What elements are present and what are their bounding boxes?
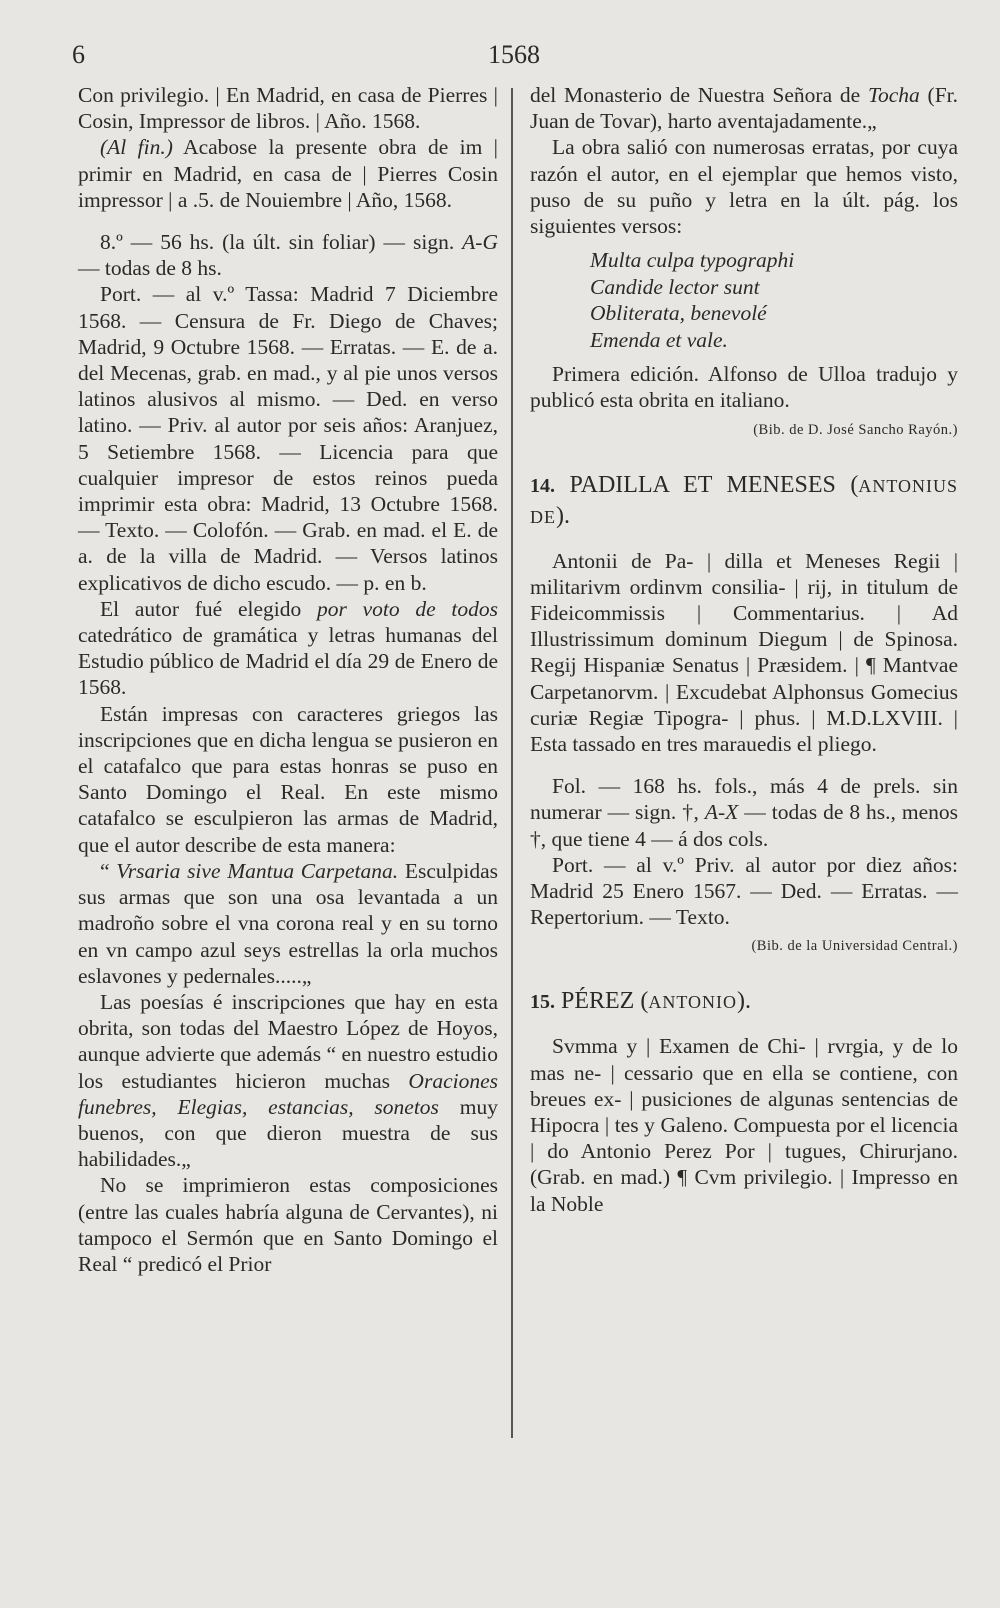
entry-number: 15. [530,991,555,1014]
entry-name: PADILLA ET MENESES ( [569,471,859,498]
collation-paragraph [78,229,498,281]
latin-verse [590,247,958,353]
right-column [530,82,958,1217]
imprint-paragraph: Con privilegio. | En Madrid, en casa de Pierres | Cosin, Impressor de libros. | Año. 1568. [78,83,498,134]
entry-close: ). [737,988,751,1015]
title-transcription: Svmma y | Examen de Chi- | rvrgia, y de lo mas ne- | cessario que en ella se contiene, con breues ex- | pusiciones de algunas sentencias de Hipocra | tes y Galeno. Compuesta por el licencia | do Antonio Perez Por | tugues, Chirurjano. (Grab. en mad.) ¶ Cvm privilegio. | Impresso en la Noble [530,1034,958,1216]
contents-paragraph: Port. — al v.º Tassa: Madrid 7 Diciembre 1568. — Censura de Fr. Diego de Chaves; Madrid, 9 Octubre 1568. — Erratas. — E. de a. del Mecenas, grab. en mad., y al pie unos versos latinos alusivos al mismo. — Ded. en verso latino. — Priv. al autor por seis años: Aranjuez, 5 Setiembre 1568. — Licencia para que cualquier impresor de estos reinos pueda imprimir esta obra: Madrid, 13 Octubre 1568. — Texto. — Colofón. — Grab. en mad. el E. de a. de la villa de Madrid. — Versos latinos explicativos de dicho escudo. — p. en b. [78,282,498,595]
quote-open: “ [100,858,117,883]
title-transcription: Antonii de Pa- | dilla et Meneses Regii | militarivm ordinvm consilia- | rij, in titulum de Fideicommissis | Commentarius. | Ad Illustrissimum dominum Diegum | de Spinosa. Regij Hispaniæ Senatus | Præsidem. | ¶ Mantvae Carpetanorvm. | Excudebat Alphonsus Gomecius curiæ Regiæ Tipogra- | phus. | M.D.LXVIII. | Esta tassado en tres marauedis el pliego. [530,548,958,757]
source-note: (Bib. de D. José Sancho Rayón.) [753,421,958,438]
continuation-paragraph [530,82,958,134]
verse-line: Emenda et vale. [590,327,728,352]
poetry-start: Las poesías é inscripciones que hay en esta obrita, son todas del Maestro López de Hoyos, aunque advierte que además “ en nuestro estudio los estudiantes hicieron muchas [78,989,498,1093]
verse-line: Candide lector sunt [590,274,760,299]
continuation-end: (Fr. Juan de Tovar), harto aventajadamente.„ [530,83,959,134]
colophon-label: (Al fin.) [100,135,173,160]
entry-close: ). [556,502,570,529]
verse-line: Obliterata, benevolé [590,301,767,326]
quote-italic: Vrsaria sive Mantua Carpetana. [116,858,399,883]
greek-inscriptions-paragraph: Están impresas con caracteres griegos las inscripciones que en dicha lengua se pusieron en el catafalco que para estas honras se puso en Santo Domingo el Real. En este mismo catafalco se esculpieron las armas de Madrid, que el autor describe de esta manera: [78,701,498,857]
column-divider [511,88,513,1438]
entry-name: PÉREZ ( [561,988,649,1015]
page-number: 6 [72,40,85,69]
collation-text: 8.º — 56 hs. (la últ. sin foliar) — sign. [100,230,463,255]
left-column [78,82,498,1277]
collation-text: Fol. — 168 hs. fols., más 4 de prels. sin numerar — sign. †, [530,774,958,825]
edition-paragraph: Primera edición. Alfonso de Ulloa tradujo y publicó esta obrita en italiano. [530,362,958,413]
entry-given-name: ANTONIO [648,992,737,1013]
verse-line: Multa culpa typographi [590,248,795,273]
running-head-year: 1568 [488,40,540,69]
collation-end: — todas de 8 hs., menos †, que tiene 4 — á dos cols. [530,800,958,851]
continuation-start: del Monasterio de Nuestra Señora de [530,83,868,107]
collation-end: — todas de 8 hs. [78,256,222,281]
source-note: (Bib. de la Universidad Central.) [751,938,958,955]
collation-paragraph [530,773,958,852]
quote-end: Esculpidas sus armas que son una osa levantada a un madroño sobre el vna corona real y en su torno en vn campo azul seys estrellas la orla muchos eslavones y pedernales.....„ [78,858,498,988]
signature-range: A-G [462,230,498,255]
author-note-paragraph [78,596,498,701]
colophon-text: Acabose la presente obra de im | primir en Madrid, en casa de | Pierres Cosin impressor | a .5. de Nouiembre | Año, 1568. [78,135,498,212]
author-note-end: catedrático de gramática y letras humanas del Estudio público de Madrid el día 29 de Enero de 1568. [78,623,498,700]
author-note-italic: por voto de todos [316,596,498,621]
poetry-paragraph [78,989,498,1172]
author-note-start: El autor fué elegido [100,596,317,621]
signature-range: A-X [704,800,739,825]
arms-quote-paragraph [78,858,498,989]
entry-number: 14. [530,474,555,497]
unprinted-paragraph: No se imprimieron estas composiciones (entre las cuales habría alguna de Cervantes), ni tampoco el Sermón que en Santo Domingo el Real “ predicó el Prior [78,1173,498,1276]
entry-given-name: ANTONIUS DE [530,475,959,527]
colophon-paragraph [78,134,498,213]
contents-paragraph: Port. — al v.º Priv. al autor por diez años: Madrid 25 Enero 1567. — Ded. — Erratas. — Repertorium. — Texto. [530,852,958,930]
poetry-end: muy buenos, con que dieron muestra de sus habilidades.„ [78,1094,498,1172]
entry-heading [530,470,958,532]
errata-paragraph: La obra salió con numerosas erratas, por cuya razón el autor, en el ejemplar que hemos visto, puso de su puño y letra en la últ. pág. los siguientes versos: [530,135,958,239]
poetry-italic: Oraciones funebres, Elegias, estancias, sonetos [78,1068,498,1119]
continuation-italic: Tocha [867,83,920,107]
entry-heading [530,986,958,1017]
